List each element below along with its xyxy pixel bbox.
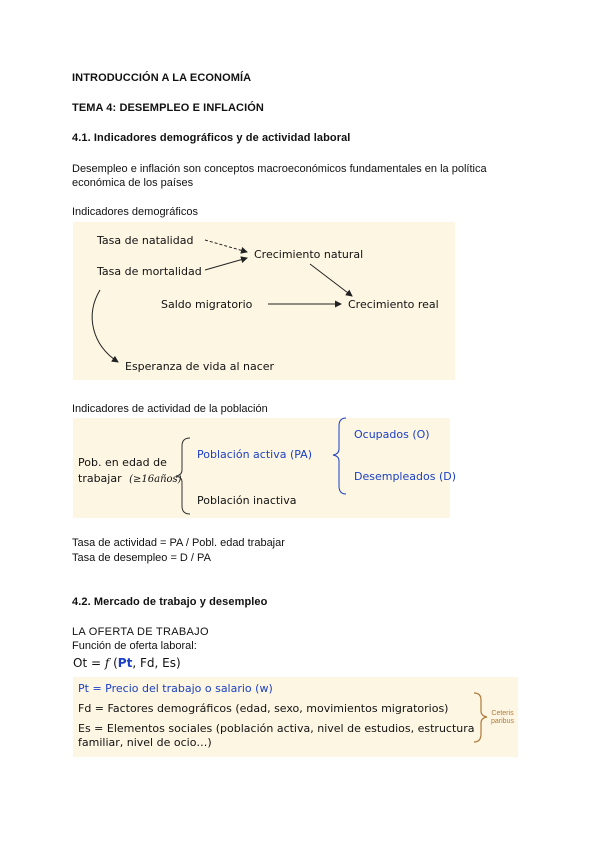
- activity-indicators-label: Indicadores de actividad de la población: [72, 403, 268, 415]
- crecimiento-natural-label: Crecimiento natural: [254, 248, 364, 261]
- es-line-1: Es = Elementos sociales (población activa, nivel de estudios, estructura: [78, 722, 475, 735]
- formula-actividad: Tasa de actividad = PA / Pobl. edad trabajar: [72, 537, 285, 549]
- course-title: INTRODUCCIÓN A LA ECONOMÍA: [72, 72, 252, 84]
- paribus-word: paribus: [491, 718, 514, 725]
- topic-title: TEMA 4: DESEMPLEO E INFLACIÓN: [72, 102, 264, 114]
- pob-age: (≥16años): [129, 474, 182, 485]
- formula-f: f: [104, 656, 110, 670]
- section-2-heading: 4.2. Mercado de trabajo y desempleo: [72, 596, 268, 608]
- oferta-title: LA OFERTA DE TRABAJO: [72, 626, 209, 638]
- intro-line-2: económica de los países: [72, 177, 194, 189]
- pt-line: Pt = Precio del trabajo o salario (w): [78, 682, 273, 695]
- pob-trabajar: trabajar: [78, 472, 122, 485]
- formula-desempleo: Tasa de desempleo = D / PA: [72, 552, 211, 564]
- ocupados-label: Ocupados (O): [354, 428, 430, 441]
- demographic-indicators-label: Indicadores demográficos: [72, 206, 198, 218]
- natalidad-label: Tasa de natalidad: [97, 234, 194, 247]
- desempleados-label: Desempleados (D): [354, 470, 456, 483]
- section-1-heading: 4.1. Indicadores demográficos y de actividad laboral: [72, 132, 351, 144]
- poblacion-inactiva-label: Población inactiva: [197, 494, 297, 507]
- crecimiento-real-label: Crecimiento real: [348, 298, 439, 311]
- ceteris-paribus-note: [491, 710, 514, 726]
- formula-pt: Pt: [117, 656, 133, 670]
- mortalidad-label: Tasa de mortalidad: [97, 265, 202, 278]
- es-line-2: familiar, nivel de ocio…): [78, 736, 212, 749]
- poblacion-activa-label: Población activa (PA): [197, 448, 312, 461]
- funcion-label: Función de oferta laboral:: [72, 640, 197, 652]
- pob-edad-line1: Pob. en edad de: [78, 456, 167, 469]
- intro-line-1: Desempleo e inflación son conceptos macroeconómicos fundamentales en la política: [72, 163, 487, 175]
- saldo-migratorio-label: Saldo migratorio: [161, 298, 253, 311]
- ceteris-word: Ceteris: [491, 710, 514, 717]
- formula-open: (: [109, 656, 118, 670]
- esperanza-label: Esperanza de vida al nacer: [125, 360, 275, 373]
- formula-prefix: Ot =: [73, 656, 105, 670]
- fd-line: Fd = Factores demográficos (edad, sexo, movimientos migratorios): [78, 702, 449, 715]
- formula-rest: , Fd, Es): [132, 656, 181, 670]
